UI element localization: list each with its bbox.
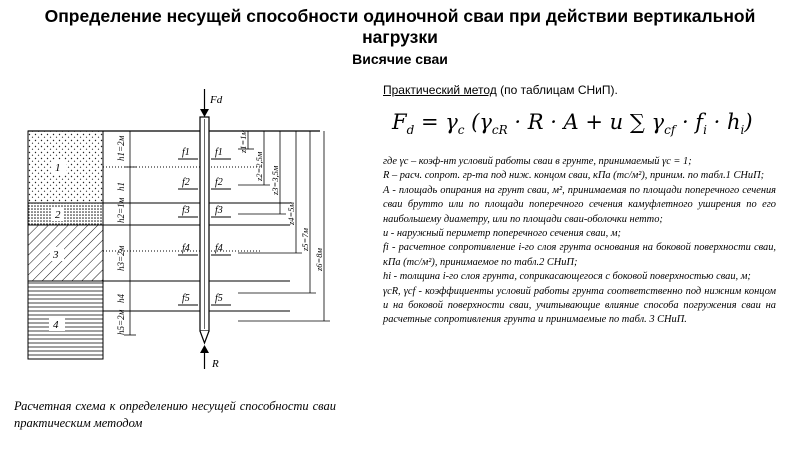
definition-fi: fi - расчетное сопротивление i-го слоя грунта основания на боковой поверхности сваи, кПа (тс/м²), принимаемое по табл.2 СНиП; [383,242,776,268]
page-subtitle: Висячие сваи [352,51,448,67]
definition-a: А - площадь опирания на грунт сваи, м², принимаемая по площади поперечного сечения сваи брутто или по площади поперечного сечения камуфлетного уширения по его наибольшему диаметру, или по площади сваи-оболочки нетто; [383,184,776,225]
soil-layer-2 [28,203,103,225]
z6-label: z6=8м [314,248,324,271]
layer-2-label: 2 [55,209,61,221]
definition-u: u - наружный периметр поперечного сечения сваи, м; [383,228,621,240]
layer-3-label: 3 [53,249,59,261]
f4-left: f4 [182,243,190,254]
soil-layer-4 [28,281,103,359]
definition-gamma-cr-cf: γcR, γcf - коэффициенты условий работы грунта соответственно под нижним концом и на боковой поверхности сваи, учитывающие влияние способа погружения сваи на расчетные сопротивления грунта и принимаемые по табл. 3 СНиП. [383,285,776,326]
h2-label: h2=1м [116,197,126,223]
method-heading [383,83,618,97]
diagram-caption: Расчетная схема к определению несущей способности сваи практическим методом [14,399,336,430]
z2-label: z2=2,5м [254,151,264,181]
z3-label: z3=3,5м [270,165,280,195]
pile-calculation-diagram [10,85,345,385]
f1-left: f1 [182,147,190,158]
f3-left: f3 [182,205,190,216]
h4-label: h4 [116,294,126,303]
f2-right: f2 [215,177,223,188]
z4-label: z4=5м [286,202,296,225]
soil-column [28,131,103,359]
method-name: Практический метод [383,83,497,97]
h5-label: h5=2м [116,309,126,335]
z1-label: z1=1м [238,130,248,153]
definitions-list [383,155,776,328]
load-fd-label: Fd [210,94,223,106]
f3-right: f3 [215,205,223,216]
h1-label: h1=2м [116,135,126,161]
definition-r: R – расч. сопрот. гр-та под ниж. концом сваи, кПа (тс/м²), приним. по табл.1 СНиП; [383,170,765,182]
page-title: Определение несущей способности одиночной сваи при действии вертикальной нагрузки [44,6,756,47]
f5-left: f5 [182,293,190,304]
layer-1-label: 1 [55,162,61,174]
reaction-r-label: R [212,358,219,370]
f5-right: f5 [215,293,223,304]
definition-gamma-c: где γc – коэф-нт условий работы сваи в грунте, принимаемый γc = 1; [383,156,692,167]
f2-left: f2 [182,177,190,188]
definition-hi: hi - толщина i-го слоя грунта, соприкасающегося с боковой поверхностью сваи, м; [383,271,751,283]
bearing-capacity-formula: $F_d = \gamma_c$ ($\gamma_{cR} \cdot R \cdot A + u$ ∑ $\gamma_{cf} \cdot f_i \cdot h_i$) [392,110,753,138]
layer-4-label: 4 [53,319,59,331]
z5-label: z5=7м [300,228,310,251]
soil-layer-3 [28,225,103,281]
h1b-label: h1 [116,182,126,191]
f1-right: f1 [215,147,223,158]
method-source: (по таблицам СНиП). [496,83,618,97]
f4-right: f4 [215,243,223,254]
h3-label: h3=2м [116,245,126,271]
